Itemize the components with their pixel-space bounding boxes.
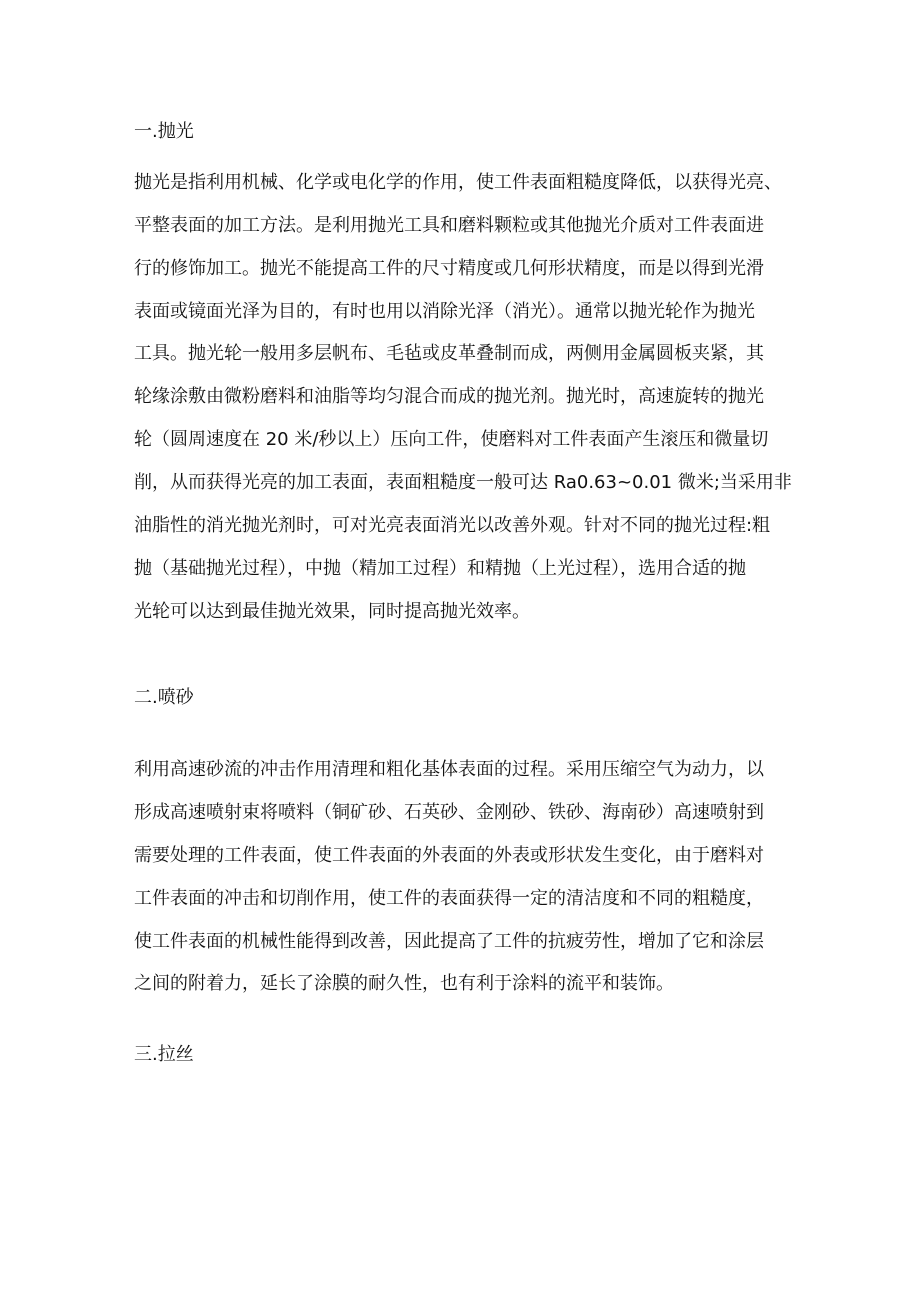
- paragraph-line: 油脂性的消光抛光剂时，可对光亮表面消光以改善外观。针对不同的抛光过程:粗: [134, 515, 771, 536]
- paragraph-line: 工件表面的冲击和切削作用，使工件的表面获得一定的清洁度和不同的粗糙度，: [134, 888, 764, 909]
- paragraph-line: 抛（基础抛光过程），中抛（精加工过程）和精抛（上光过程），选用合适的抛: [134, 558, 746, 579]
- paragraph-line: 削，从而获得光亮的加工表面，表面粗糙度一般可达 Ra0.63~0.01 微米;当采用非: [134, 472, 792, 493]
- paragraph-line: 平整表面的加工方法。是利用抛光工具和磨料颗粒或其他抛光介质对工件表面进: [134, 215, 764, 236]
- section-heading-polishing: 一.抛光: [134, 121, 194, 142]
- paragraph-line: 形成高速喷射束将喷料（铜矿砂、石英砂、金刚砂、铁砂、海南砂）高速喷射到: [134, 802, 764, 823]
- paragraph-line: 使工件表面的机械性能得到改善，因此提高了工件的抗疲劳性，增加了它和涂层: [134, 931, 764, 952]
- paragraph-line: 工具。抛光轮一般用多层帆布、毛毡或皮革叠制而成，两侧用金属圆板夹紧，其: [134, 343, 764, 364]
- paragraph-line: 行的修饰加工。抛光不能提高工件的尺寸精度或几何形状精度，而是以得到光滑: [134, 258, 764, 279]
- paragraph-line: 表面或镜面光泽为目的，有时也用以消除光泽（消光）。通常以抛光轮作为抛光: [134, 301, 755, 322]
- paragraph-line: 轮缘涂敷由微粉磨料和油脂等均匀混合而成的抛光剂。抛光时，高速旋转的抛光: [134, 386, 764, 407]
- section-heading-sandblasting: 二.喷砂: [134, 687, 194, 708]
- paragraph-line: 利用高速砂流的冲击作用清理和粗化基体表面的过程。采用压缩空气为动力，以: [134, 759, 764, 780]
- paragraph-line: 光轮可以达到最佳抛光效果，同时提高抛光效率。: [134, 601, 530, 622]
- paragraph-line: 需要处理的工件表面，使工件表面的外表面的外表或形状发生变化，由于磨料对: [134, 845, 764, 866]
- paragraph-line: 之间的附着力，延长了涂膜的耐久性，也有利于涂料的流平和装饰。: [134, 973, 674, 994]
- section-heading-brushing: 三.拉丝: [134, 1044, 194, 1065]
- paragraph-line: 抛光是指利用机械、化学或电化学的作用，使工件表面粗糙度降低，以获得光亮、: [134, 172, 782, 193]
- paragraph-line: 轮（圆周速度在 20 米/秒以上）压向工件，使磨料对工件表面产生滚压和微量切: [134, 429, 769, 450]
